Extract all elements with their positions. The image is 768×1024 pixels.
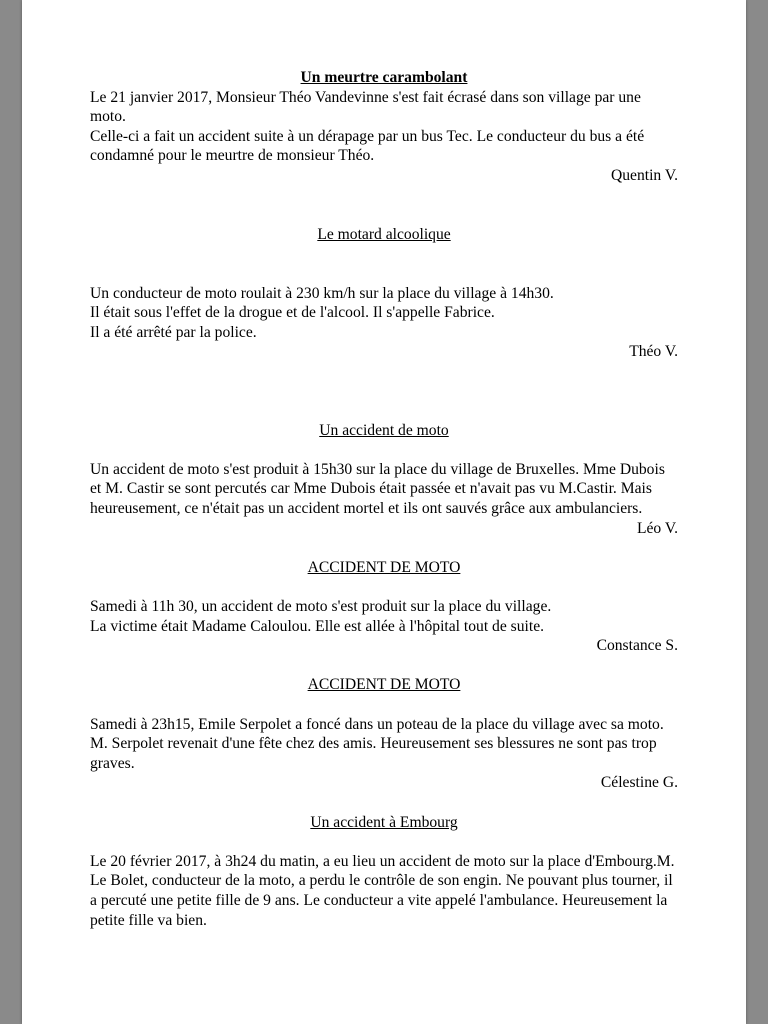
article-title: ACCIDENT DE MOTO [307, 676, 461, 694]
article-5 [90, 675, 678, 793]
document-page [22, 0, 746, 1024]
article-paragraph: La victime était Madame Caloulou. Elle est allée à l'hôpital tout de suite. [90, 617, 545, 635]
article-title: Le motard alcoolique [317, 225, 451, 243]
article-author: Quentin V. [610, 166, 678, 184]
article-paragraph: Il était sous l'effet de la drogue et de l'alcool. Il s'appelle Fabrice. [90, 304, 495, 322]
article-paragraph: Un accident de moto s'est produit à 15h30 sur la place du village de Bruxelles. Mme Dubois et M. Castir se sont percutés car Mme Dubois était passée et n'avait pas vu M.Castir. Mais heureusement, ce n'était pas un accident mortel et ils ont sauvés grâce aux ambulanciers. [90, 460, 665, 518]
article-paragraph: Samedi à 11h 30, un accident de moto s'est produit sur la place du village. [90, 598, 552, 616]
article-2 [90, 225, 678, 362]
article-paragraph: Le 20 février 2017, à 3h24 du matin, a eu lieu un accident de moto sur la place d'Embourg.M. Le Bolet, conducteur de la moto, a perdu le contrôle de son engin. Ne pouvant plus tourner, il a percuté une petite fille de 9 ans. Le conducteur a vite appelé l'ambulance. Heureusement la petite fille va bien. [90, 852, 675, 929]
article-1 [90, 68, 678, 186]
article-paragraph: Le 21 janvier 2017, Monsieur Théo Vandevinne s'est fait écrasé dans son village par une moto. [90, 88, 641, 126]
article-author: Léo V. [636, 519, 678, 537]
article-title: Un accident de moto [319, 421, 449, 439]
article-title: Un accident à Embourg [310, 813, 458, 831]
article-title: ACCIDENT DE MOTO [307, 558, 461, 576]
article-4 [90, 558, 678, 656]
article-paragraph: Samedi à 23h15, Emile Serpolet a foncé dans un poteau de la place du village avec sa moto. M. Serpolet revenait d'une fête chez des amis. Heureusement ses blessures ne sont pas trop graves. [90, 715, 664, 772]
document-content [90, 68, 678, 930]
article-author: Célestine G. [600, 774, 678, 792]
article-paragraph: Un conducteur de moto roulait à 230 km/h sur la place du village à 14h30. [90, 284, 554, 302]
article-title: Un meurtre carambolant [300, 69, 468, 86]
article-author: Théo V. [629, 343, 678, 361]
article-paragraph: Celle-ci a fait un accident suite à un dérapage par un bus Tec. Le conducteur du bus a été condamné pour le meurtre de monsieur Théo. [90, 127, 645, 165]
article-3 [90, 421, 678, 539]
article-author: Constance S. [596, 637, 678, 655]
article-paragraph: Il a été arrêté par la police. [90, 323, 257, 341]
article-6 [90, 813, 678, 931]
